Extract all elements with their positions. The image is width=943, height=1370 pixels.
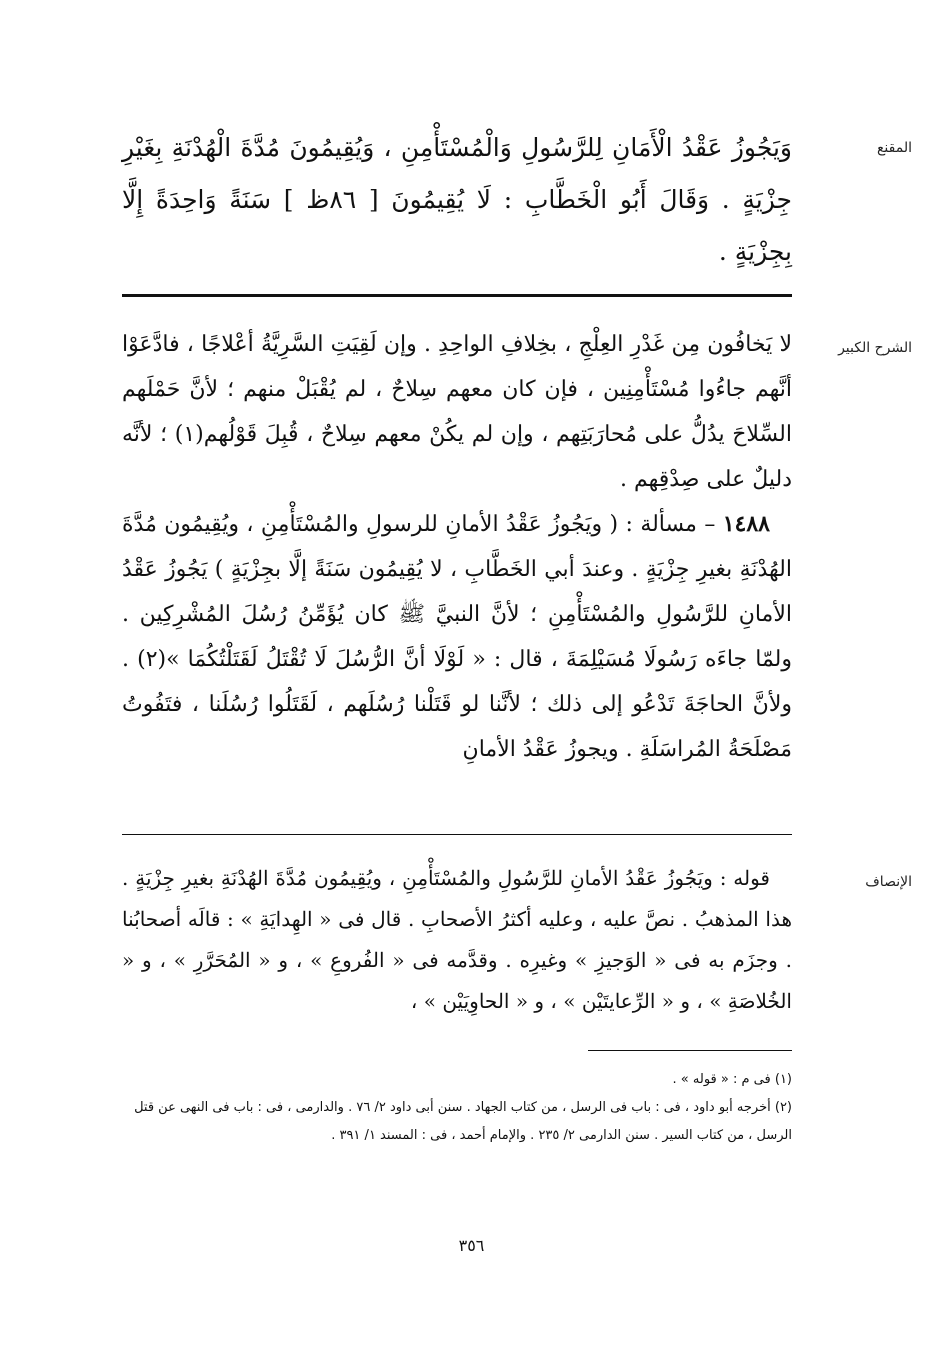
section-divider (122, 834, 792, 835)
issue-number: ١٤٨٨ (722, 511, 770, 537)
issue-text: – مسألة : ( ويَجُوزُ عَقْدُ الأمانِ للرسولِ والمُسْتَأْمِنِ ، ويُقِيمُون مُدَّةَ الهُدْنَةِ بغيرِ جِزْيَةٍ . وعندَ أبي الخَطَّابِ ، لا يُقِيمُون سَنَةً إلَّا بجِزْيَةٍ ) يَجُوزُ عَقْدُ الأمانِ للرَّسُولِ والمُسْتَأْمِنِ ؛ لأنَّ النبيَّ ﷺ كان يُؤَمِّنُ رُسُلَ المُشْرِكِين . ولمّا جاءَه رَسُولَا مُسَيْلِمَةَ ، قال : « لَوْلَا أنَّ الرُّسُلَ لَا تُقْتَلُ لَقَتَلْتُكُمَا »(٢) . ولأنَّ الحاجَةَ تَدْعُو إلى ذلك ؛ لأنَّنا لو قَتَلْنا رُسُلَهم ، لَقَتَلُوا رُسُلَنا ، فتَفُوتُ مَصْلَحَةُ المُراسَلَةِ . ويجوزُ عَقْدُ الأمانِ (122, 512, 792, 762)
sharh-paragraph-2 (122, 502, 792, 772)
section-divider (122, 294, 792, 297)
muqni-paragraph: وَيَجُوزُ عَقْدُ الْأَمَانِ لِلرَّسُولِ وَالْمُسْتَأْمِنِ ، وَيُقِيمُونَ مُدَّةَ الْهُدْنَةِ بِغَيْرِ جِزْيَةٍ . وَقَالَ أَبُو الْخَطَّابِ : لَا يُقِيمُونَ [ ٨٦ظ ] سَنَةً وَاحِدَةً إِلَّا بِجِزْيَةٍ . (122, 133, 793, 266)
section-label-muqni: المقنع (876, 140, 912, 156)
page-number: ٣٥٦ (458, 1236, 485, 1255)
footnotes (122, 1066, 792, 1150)
insaf-paragraph: قوله : ويَجُوزُ عَقْدُ الأمانِ للرَّسُولِ والمُسْتَأْمِنِ ، ويُقِيمُون مُدَّةَ الهُدْنَةِ بغيرِ جِزْيَةٍ . هذا المذهبُ . نصَّ عليه ، وعليه أكثرُ الأصحابِ . قال فى « الهِدايَةِ » : قالَه أصحابُنا . وجزَم به فى « الوَجيزِ » وغيرِه . وقدَّمه فى « الفُروعِ » ، و « المُحَرَّرِ » ، و « الخُلاصَةِ » ، و « الرِّعايتَيْن » ، و « الحاوِيَيْن » ، (122, 866, 792, 1013)
sharh-text-block (122, 322, 792, 772)
footnote-1: (١) فى م : « قوله » . (672, 1072, 792, 1087)
muqni-text-block (122, 122, 792, 278)
insaf-text-block (122, 858, 792, 1022)
section-label-insaf: الإنصاف (865, 874, 912, 890)
footnote-divider (588, 1050, 792, 1051)
footnote-2: (٢) أخرجه أبو داود ، فى : باب فى الرسل ، من كتاب الجهاد . سنن أبى داود ٢/ ٧٦ . والدارمى ، فى : باب فى النهى عن قتل الرسل ، من كتاب السير . سنن الدارمى ٢/ ٢٣٥ . والإمام أحمد ، فى : المسند ١/ ٣٩١ . (134, 1100, 792, 1143)
section-label-sharh: الشرح الكبير (838, 340, 912, 356)
sharh-paragraph-1: لا يَخافُون مِن غَدْرِ العِلْجِ ، بخِلافِ الواحِدِ . وإن لَقِيَتِ السَّرِيَّةُ أعْلاجًا ، فادَّعَوْا أنَّهم جاءُوا مُسْتَأْمِنِين ، فإن كان معهم سِلاحٌ ، لم يُقْبَلْ منهم ؛ لأنَّ حَمْلَهم السِّلاحَ يدُلُّ على مُحارَبَتِهم ، وإن لم يكُنْ معهم سِلاحٌ ، قُبِلَ قَوْلُهم(١) ؛ لأنَّه دليلٌ على صِدْقِهم . (122, 332, 792, 492)
